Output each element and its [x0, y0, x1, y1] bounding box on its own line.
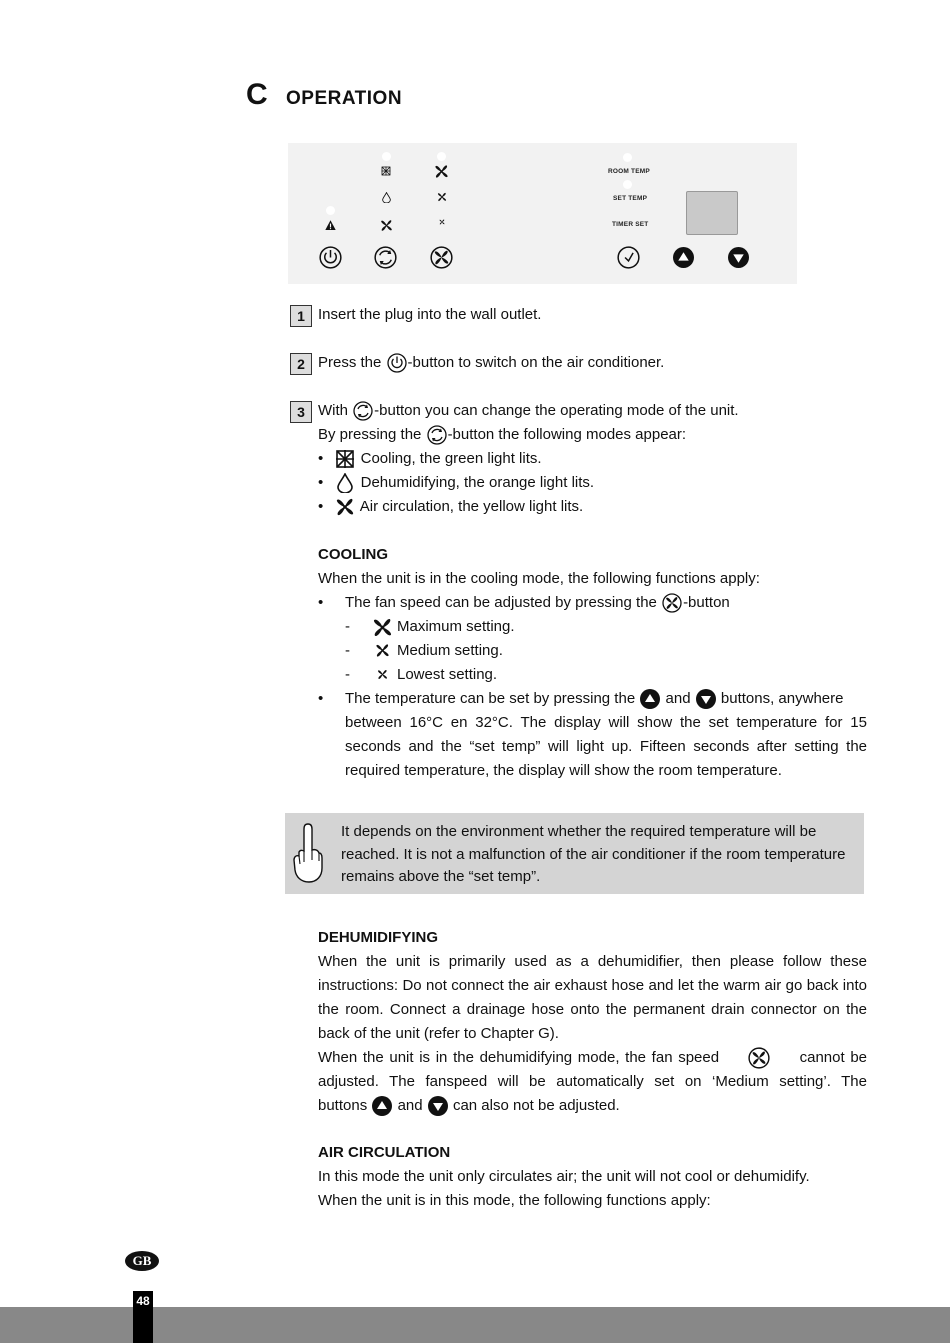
bullet: •	[318, 450, 324, 467]
fan-icon	[335, 497, 355, 517]
air-circulation-heading: AIR CIRCULATION	[318, 1144, 451, 1161]
led-cooling	[382, 152, 391, 161]
air-circulation-line-2: When the unit is in this mode, the following functions apply:	[318, 1192, 711, 1209]
note-text: It depends on the environment whether the required temperature will be reached. It is not a malfunction of the air conditioner if the room temperature remains above the “set temp”.	[341, 823, 846, 885]
dash: -	[345, 666, 350, 683]
cooling-fan-line	[345, 591, 730, 615]
speed-medium: Medium setting.	[397, 642, 503, 659]
snowflake-icon	[381, 166, 391, 176]
temp-line-1	[345, 687, 843, 711]
cooling-intro: When the unit is in the cooling mode, the following functions apply:	[318, 570, 760, 587]
timer-set-label: TIMER SET	[612, 221, 649, 228]
buttons-and: and	[397, 1097, 423, 1114]
fan-before: The fan speed can be adjusted by pressing the	[345, 594, 662, 611]
step-number: 2	[290, 353, 312, 375]
step-2-text	[318, 351, 664, 375]
led-set-temp	[623, 180, 632, 189]
fan-max-icon	[434, 164, 449, 179]
fan-low-icon	[439, 219, 445, 225]
step-number: 1	[290, 305, 312, 327]
language-badge: GB	[125, 1251, 159, 1271]
dehumidifying-fan-line	[318, 1046, 867, 1070]
fan-button-icon	[662, 593, 682, 613]
chapter-title: OPERATION	[286, 88, 403, 109]
led-fan-max	[437, 152, 446, 161]
fan-after: -button	[683, 594, 730, 611]
step-number: 3	[290, 401, 312, 423]
cooling-heading: COOLING	[318, 546, 388, 563]
led-room-temp	[623, 153, 632, 162]
down-arrow-icon	[428, 1096, 448, 1116]
bullet: •	[318, 474, 324, 491]
led-warning	[326, 206, 335, 215]
temp-after: buttons, anywhere	[720, 690, 844, 707]
snowflake-icon	[335, 449, 355, 469]
fan-medium-icon	[375, 643, 390, 658]
fan-line-after: cannot be	[799, 1049, 867, 1066]
dehumidifying-buttons-line	[318, 1094, 620, 1118]
mode-item-air-circulation	[318, 495, 583, 519]
speed-max: Maximum setting.	[397, 618, 515, 635]
step-2-before: Press the	[318, 354, 386, 371]
fan-button-icon	[748, 1047, 770, 1069]
power-icon	[387, 353, 407, 373]
timer-button[interactable]	[617, 246, 640, 269]
mode-icon	[427, 425, 447, 445]
drop-icon	[335, 473, 355, 493]
pointing-hand-icon	[291, 822, 325, 884]
mode-label: Cooling, the green light lits.	[360, 450, 542, 467]
temp-up-button[interactable]	[673, 247, 694, 268]
dash: -	[345, 642, 350, 659]
fan-icon	[380, 219, 393, 232]
mode-icon	[353, 401, 373, 421]
step-3-line2-before: By pressing the	[318, 426, 426, 443]
mode-label: Air circulation, the yellow light lits.	[359, 498, 584, 515]
fan-low-icon	[377, 669, 388, 680]
mode-item-cooling	[318, 447, 542, 471]
step-2-after: -button to switch on the air conditioner.	[407, 354, 665, 371]
fan-max-icon	[372, 617, 393, 638]
down-arrow-icon	[696, 689, 716, 709]
dash: -	[345, 618, 350, 635]
fan-line-before: When the unit is in the dehumidifying mode, the fan speed	[318, 1049, 720, 1066]
step-3-line2-after: -button the following modes appear:	[447, 426, 687, 443]
power-button[interactable]	[319, 246, 342, 269]
room-temp-label: ROOM TEMP	[608, 168, 650, 175]
step-3-with: With	[318, 402, 353, 419]
control-panel-illustration	[288, 143, 797, 284]
warning-icon	[324, 219, 337, 232]
dehumidifying-paragraph: When the unit is primarily used as a dehumidifier, then please follow these instructions: Do not connect the air exhaust hose and let the warm air go back into the room. Connect a drainage hose onto the permanent drain connector on the back of the unit (refer to Chapter G).	[318, 953, 867, 1042]
temp-and: and	[665, 690, 691, 707]
up-arrow-icon	[372, 1096, 392, 1116]
dehumidifying-heading: DEHUMIDIFYING	[318, 929, 438, 946]
set-temp-label: SET TEMP	[613, 195, 648, 202]
step-3-line-2	[318, 423, 686, 447]
page-number: 48	[133, 1291, 153, 1343]
note-box	[285, 813, 864, 894]
speed-low: Lowest setting.	[397, 666, 498, 683]
bullet: •	[318, 498, 324, 515]
mode-label: Dehumidifying, the orange light lits.	[360, 474, 595, 491]
dehumidifying-adjusted-line: adjusted. The fanspeed will be automatically set on ‘Medium setting’. The	[318, 1073, 867, 1090]
mode-button[interactable]	[374, 246, 397, 269]
step-1-text: Insert the plug into the wall outlet.	[318, 306, 542, 323]
up-arrow-icon	[640, 689, 660, 709]
temp-before: The temperature can be set by pressing the	[345, 690, 640, 707]
temp-down-button[interactable]	[728, 247, 749, 268]
temperature-display	[686, 191, 738, 235]
drop-icon	[381, 192, 392, 203]
temp-line-4: required temperature, the display will show the room temperature.	[345, 762, 782, 779]
buttons-after: can also not be adjusted.	[452, 1097, 620, 1114]
mode-item-dehumidifying	[318, 471, 594, 495]
step-3-line-1	[318, 399, 739, 423]
air-circulation-line-1: In this mode the unit only circulates air; the unit will not cool or dehumidify.	[318, 1168, 810, 1185]
temp-line-2: between 16°C en 32°C. The display will show the set temperature for 15	[345, 714, 867, 731]
step-3-line1-after: -button you can change the operating mode of the unit.	[374, 402, 739, 419]
cooling-bullet-marker: •	[318, 594, 324, 611]
temp-line-3: seconds and the “set temp” will light up. Fifteen seconds after setting the	[345, 738, 867, 755]
buttons-before: buttons	[318, 1097, 368, 1114]
fan-speed-button[interactable]	[430, 246, 453, 269]
fan-medium-icon	[437, 192, 447, 202]
cooling-bullet-marker: •	[318, 690, 324, 707]
chapter-letter: C	[246, 78, 268, 111]
